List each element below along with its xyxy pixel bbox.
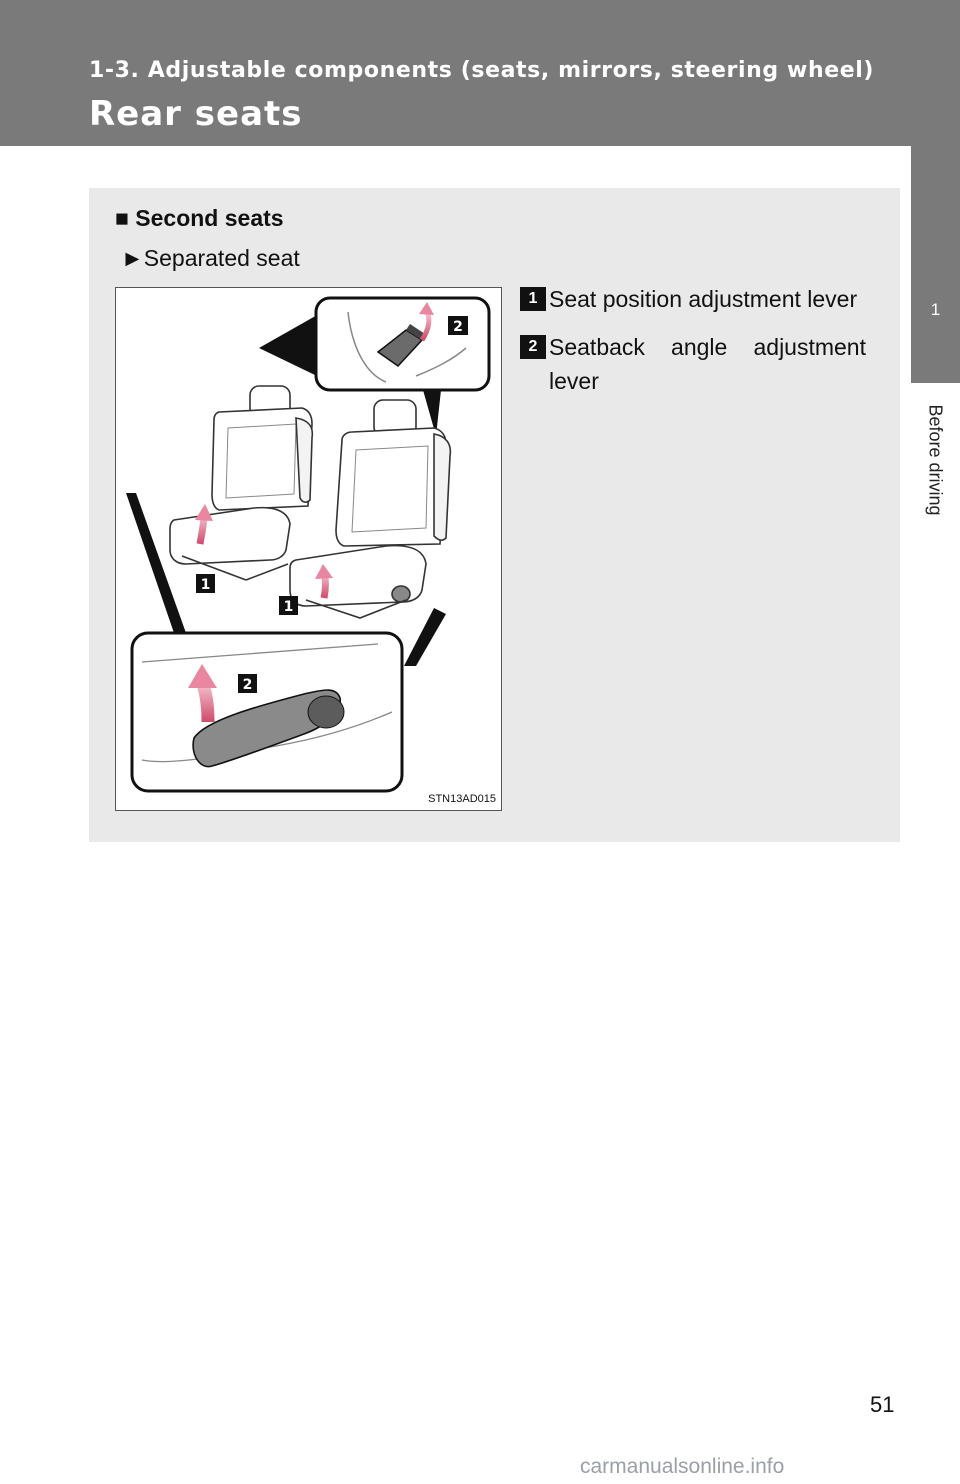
chapter-number: 1 xyxy=(930,300,941,319)
caption-list xyxy=(520,282,866,412)
callout-2-top-label: 2 xyxy=(453,319,463,335)
seat-illustration xyxy=(115,287,502,811)
caption-number-badge: 1 xyxy=(520,287,546,311)
page-header xyxy=(0,0,960,146)
inset-pointer-bottom-2 xyxy=(404,608,446,666)
callout-2-bottom-label: 2 xyxy=(242,677,253,693)
callout-1-left-label: 1 xyxy=(200,577,211,593)
inset-pointer-bottom xyxy=(126,493,186,633)
seat-diagram xyxy=(116,288,501,810)
chapter-label: Before driving xyxy=(925,404,946,516)
variant-label: ►Separated seat xyxy=(121,245,300,271)
page-number: 51 xyxy=(870,1392,895,1417)
section-title: 1-3. Adjustable components (seats, mirrors, steering wheel) xyxy=(89,58,875,83)
caption-number-badge: 2 xyxy=(520,335,546,359)
watermark: carmanualsonline.info xyxy=(580,1455,785,1478)
chapter-tab xyxy=(911,146,960,383)
caption-item xyxy=(520,330,866,398)
caption-text: Seat position adjustment lever xyxy=(549,286,858,312)
figure-code: STN13AD015 xyxy=(428,793,496,805)
caption-item xyxy=(520,282,866,316)
callout-1-right-label: 1 xyxy=(283,599,294,615)
subheading: ■ Second seats xyxy=(115,205,284,231)
left-seat xyxy=(170,386,312,580)
right-seat xyxy=(290,400,450,618)
caption-text: Seatback angle adjustment lever xyxy=(549,334,866,394)
page-title: Rear seats xyxy=(89,94,303,134)
